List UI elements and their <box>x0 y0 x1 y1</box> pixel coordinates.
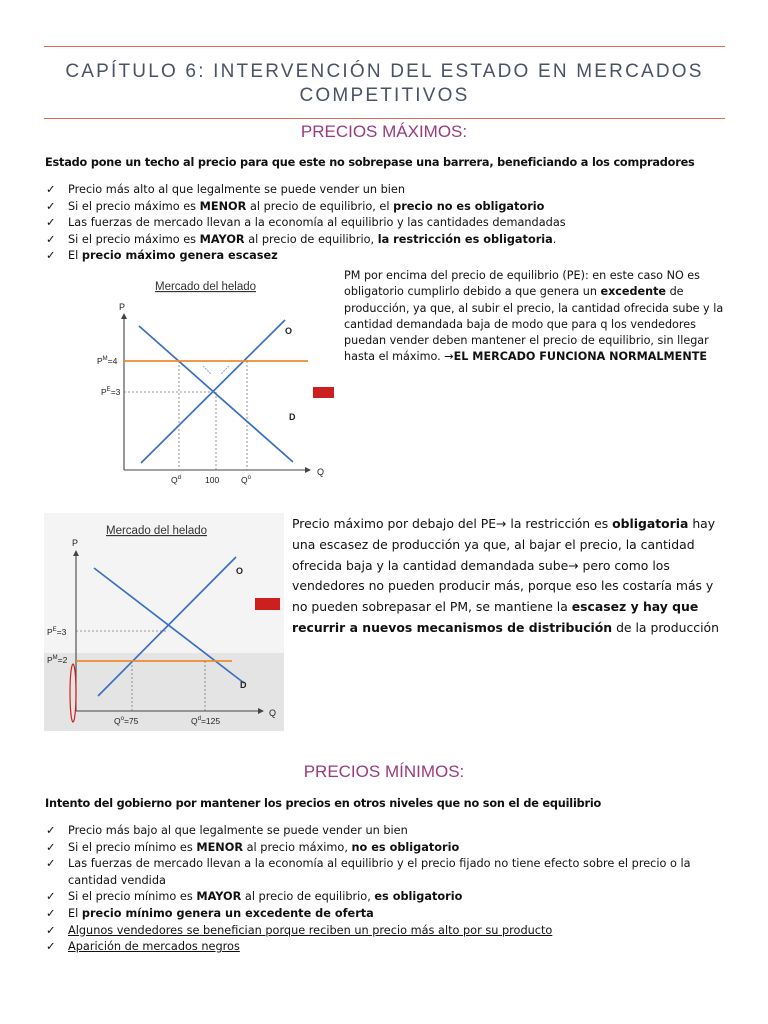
pm-label: $P^M=2$ <box>47 655 68 665</box>
check-icon: ✓ <box>46 840 56 854</box>
list-item: ✓ Precio más alto al que legalmente se puede vender un bien <box>44 182 566 199</box>
demand-label: D <box>240 680 247 690</box>
list-item: ✓ Aparición de mercados negros <box>44 939 734 956</box>
supply-label: O <box>236 566 244 576</box>
graph-max-price-below <box>44 513 284 731</box>
pe-label: $P^E=3$ <box>47 627 67 637</box>
check-icon: ✓ <box>46 183 56 196</box>
red-marker <box>255 598 280 610</box>
title-rule <box>44 118 725 119</box>
list-item: ✓ Si el precio mínimo es MAYOR al precio de equilibrio, es obligatorio <box>44 889 734 906</box>
check-icon: ✓ <box>46 199 56 213</box>
pe-label: $P^E=3$ <box>101 387 121 397</box>
min-prices-list <box>44 823 734 956</box>
list-item: ✓ Las fuerzas de mercado llevan a la economía al equilibrio y el precio fijado no tiene efecto sobre el precio o la cantidad vendida <box>46 857 691 887</box>
red-marker <box>313 387 334 398</box>
y-axis-arrow <box>121 313 127 319</box>
supply-label: O <box>285 326 293 336</box>
graph-max-price-above <box>95 270 335 495</box>
check-icon: ✓ <box>46 940 56 954</box>
check-icon: ✓ <box>46 824 56 837</box>
q-axis-label: Q <box>317 467 325 477</box>
arrow-left <box>203 366 211 374</box>
list-item: ✓ Precio más bajo al que legalmente se puede vender un bien <box>44 823 734 840</box>
qd-label: $Q^d$ <box>171 475 181 485</box>
pm-label: $P^M=4$ <box>97 356 118 366</box>
p-axis-label: P <box>119 302 126 312</box>
eq-quantity-label: 100 <box>205 475 220 485</box>
section-heading-min-prices: PRECIOS MÍNIMOS: <box>303 762 465 781</box>
chapter-title: CAPÍTULO 6: INTERVENCIÓN DEL ESTADO EN MERCADOS COMPETITIVOS <box>65 61 704 106</box>
list-item: ✓ El precio máximo genera escasez <box>44 248 566 265</box>
list-item: ✓ Si el precio máximo es MENOR al precio de equilibrio, el precio no es obligatorio <box>44 199 566 216</box>
x-axis-arrow <box>305 467 311 473</box>
max-prices-intro: Estado pone un techo al precio para que este no sobrepase una barrera, beneficiando a los compradores <box>45 156 695 169</box>
list-item: ✓ El precio mínimo genera un excedente de oferta <box>44 906 734 923</box>
qo-label: $Q^o$ <box>241 475 251 485</box>
max-prices-list <box>44 182 566 265</box>
check-icon: ✓ <box>46 232 56 246</box>
max-price-above-explanation: PM por encima del precio de equilibrio (PE): en este caso NO es obligatorio cumplirlo debido a que genera un excedente de producción, ya que, al subir el precio, la cantidad ofrecida sube y la cantidad demandada baja de modo que para q los vendedores puedan vender deben mantener el precio de equilibrio, sin llegar hasta el máximo. →EL MERCADO FUNCIONA NORMALMENTE <box>344 269 724 364</box>
check-icon: ✓ <box>46 249 56 263</box>
check-icon: ✓ <box>46 906 56 920</box>
p-axis-label: P <box>72 538 79 548</box>
min-prices-intro: Intento del gobierno por mantener los precios en otros niveles que no son el de equilibrio <box>45 797 602 810</box>
check-icon: ✓ <box>46 857 56 871</box>
graph-title: Mercado del helado <box>155 281 257 293</box>
check-icon: ✓ <box>46 890 56 904</box>
top-rule <box>44 46 725 47</box>
qo-label: $Q^o=75$ <box>114 716 139 726</box>
list-item: ✓ Las fuerzas de mercado llevan a la economía al equilibrio y las cantidades demandadas <box>44 215 566 232</box>
q-axis-label: Q <box>269 708 277 718</box>
graph-background-bottom <box>44 653 284 731</box>
qd-label: $Q^d=125$ <box>191 716 221 726</box>
demand-label: D <box>289 412 296 422</box>
list-item: ✓ Algunos vendedores se benefician porque reciben un precio más alto por su producto <box>44 923 734 940</box>
list-item: ✓ Si el precio mínimo es MENOR al precio máximo, no es obligatorio <box>44 840 734 857</box>
graph-title: Mercado del helado <box>106 525 208 537</box>
max-price-below-explanation: Precio máximo por debajo del PE→ la restricción es obligatoria hay una escasez de producción ya que, al bajar el precio, la cantidad ofrecida baja y la cantidad demandada sube→ pero como los vendedores no pueden producir más, porque eso les costaría más y no pueden sobrepasar el PM, se mantiene la escasez y hay que recurrir a nuevos mecanismos de distribución de la producción <box>292 516 719 635</box>
check-icon: ✓ <box>46 923 56 937</box>
check-icon: ✓ <box>46 216 56 230</box>
arrow-right <box>221 366 229 374</box>
list-item: ✓ Si el precio máximo es MAYOR al precio de equilibrio, la restricción es obligatoria. <box>44 232 566 249</box>
section-heading-max-prices: PRECIOS MÁXIMOS: <box>300 122 468 141</box>
